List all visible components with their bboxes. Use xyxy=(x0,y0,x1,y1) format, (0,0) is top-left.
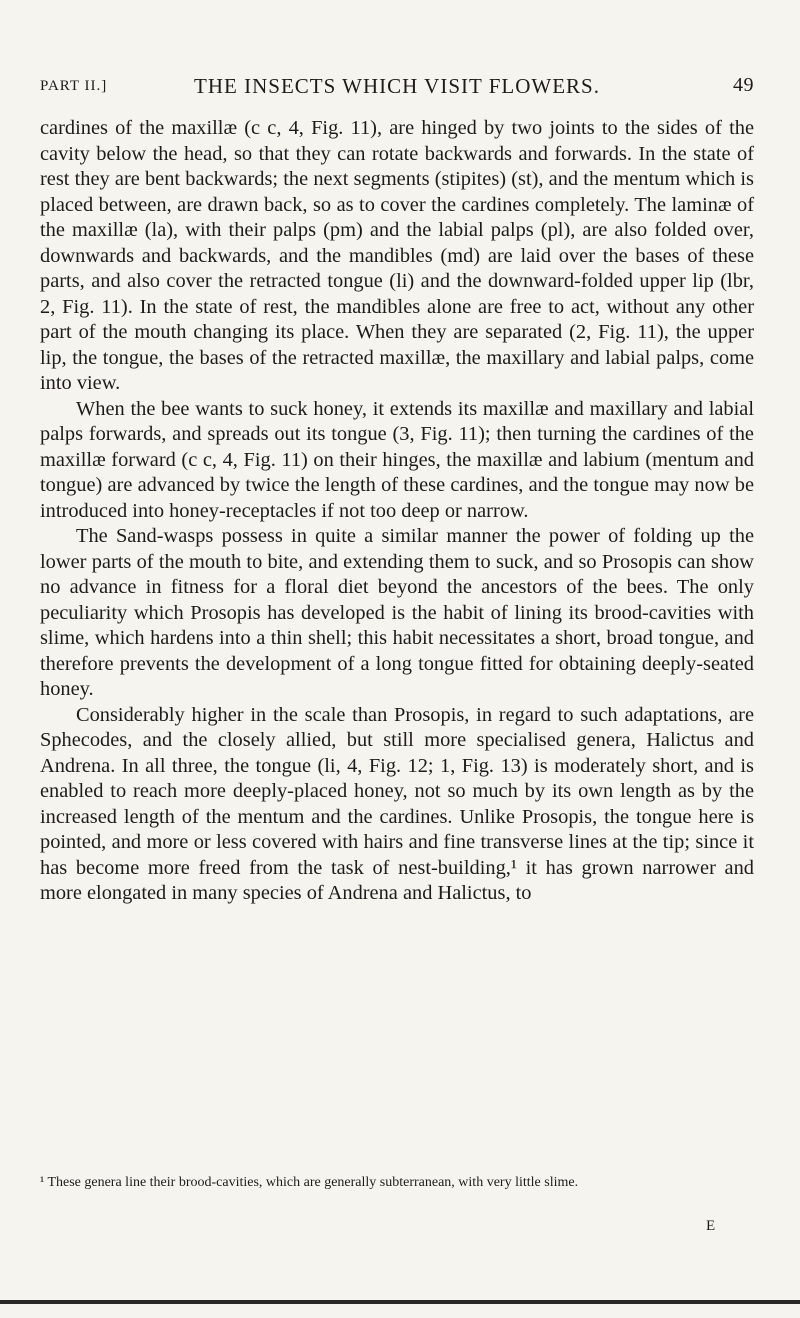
page-edge-rule xyxy=(0,1300,800,1304)
paragraph: cardines of the maxillæ (c c, 4, Fig. 11), are hinged by two joints to the sides of the cavity below the head, so that they can rotate backwards and forwards. In the state of rest they are bent backwards; the next segments (stipites) (st), and the mentum which is placed between, are drawn back, so as to cover the cardines completely. The laminæ of the maxillæ (la), with their palps (pm) and the labial palps (pl), are also folded over, downwards and backwards, and the mandibles (md) are laid over the bases of these parts, and also cover the retracted tongue (li) and the downward-folded upper lip (lbr, 2, Fig. 11). In the state of rest, the mandibles alone are free to act, without any other part of the mouth changing its place. When they are separated (2, Fig. 11), the upper lip, the tongue, the bases of the retracted maxillæ, the maxillary and labial palps, come into view. xyxy=(40,117,754,394)
part-label: PART II.] xyxy=(40,78,108,94)
body-text xyxy=(40,116,754,907)
paragraph: The Sand-wasps possess in quite a similar manner the power of folding up the lower parts of the mouth to bite, and extending them to suck, and so Prosopis can show no advance in fitness for a floral diet beyond the ancestors of the bees. The only peculiarity which Prosopis has developed is the habit of lining its brood-cavities with slime, which hardens into a thin shell; this habit necessitates a short, broad tongue, and therefore prevents the development of a long tongue fitted for obtaining deeply-seated honey. xyxy=(40,525,754,700)
page-number: 49 xyxy=(733,74,754,96)
paragraph: When the bee wants to suck honey, it extends its maxillæ and maxillary and labial palps forwards, and spreads out its tongue (3, Fig. 11); then turning the cardines of the maxillæ forward (c c, 4, Fig. 11) on their hinges, the maxillæ and labium (mentum and tongue) are advanced by twice the length of these cardines, and the tongue may now be introduced into honey-receptacles if not too deep or narrow. xyxy=(40,397,754,522)
running-header xyxy=(40,74,754,104)
signature-mark: E xyxy=(706,1218,716,1234)
paragraph: Considerably higher in the scale than Prosopis, in regard to such adaptations, are Sphecodes, and the closely allied, but still more specialised genera, Halictus and Andrena. In all three, the tongue (li, 4, Fig. 12; 1, Fig. 13) is moderately short, and is enabled to reach more deeply-placed honey, not so much by its own length as by the increased length of the mentum and the cardines. Unlike Prosopis, the tongue here is pointed, and more or less covered with hairs and fine transverse lines at the tip; since it has become more freed from the task of nest-building,¹ it has grown narrower and more elongated in many species of Andrena and Halictus, to xyxy=(40,703,754,904)
footnote: ¹ These genera line their brood-cavities, which are generally subterranean, with very little slime. xyxy=(40,1175,579,1190)
running-title: THE INSECTS WHICH VISIT FLOWERS. xyxy=(194,74,600,98)
